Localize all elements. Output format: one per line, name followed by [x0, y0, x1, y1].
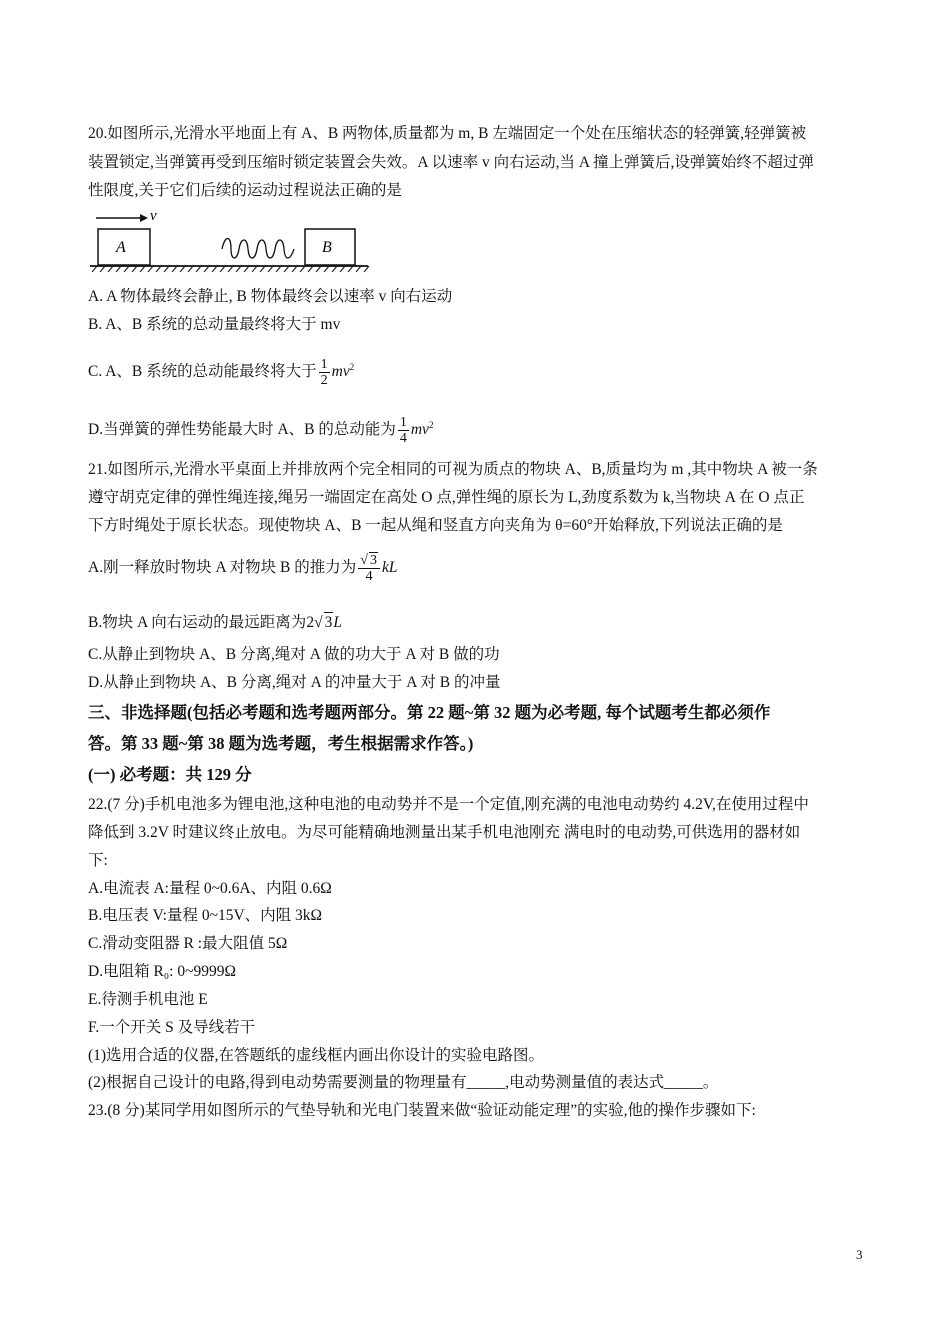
q20-stem-line1: 20.如图所示,光滑水平地面上有 A、B 两物体,质量都为 m, B 左端固定一个处在压缩状态的轻弹簧,轻弹簧被	[88, 125, 807, 142]
q20-option-d	[88, 408, 868, 447]
q22-subquestion-2: (2)根据自己设计的电路,得到电动势需要测量的物理量有_____,电动势测量值的表达式_____。	[88, 1074, 719, 1091]
page-number: 3	[856, 1247, 863, 1262]
q21-stem-line2: 遵守胡克定律的弹性绳连接,绳另一端固定在高处 O 点,弹性绳的原长为 L,劲度系数为 k,当物块 A 在 O 点正	[88, 489, 805, 506]
q22-item-a: A.电流表 A:量程 0~0.6A、内阻 0.6Ω	[88, 880, 332, 897]
q21-option-c: C.从静止到物块 A、B 分离,绳对 A 做的功大于 A 对 B 做的功	[88, 646, 500, 663]
q21-option-a: A.刚一释放时物块 A 对物块 B 的推力为 $\frac{√ 3}{4}$ kL	[88, 553, 398, 585]
q22-item-e: E.待测手机电池 E	[88, 991, 208, 1008]
q20-option-c-text: C. A、B 系统的总动能最终将大于	[88, 363, 317, 381]
section3-required-heading: (一) 必考题：共 129 分	[88, 765, 252, 784]
fig-label-b: B	[322, 239, 332, 256]
q20-option-c	[88, 350, 868, 389]
q20-option-b: B. A、B 系统的总动量最终将大于 mv	[88, 316, 341, 333]
section3-title-line1: 三、非选择题(包括必考题和选考题两部分。第 22 题~第 32 题为必考题, 每个试题考生都必须作	[88, 703, 771, 722]
fig-label-v: v	[150, 208, 157, 224]
q22-stem-line2: 降低到 3.2V 时建议终止放电。为尽可能精确地测量出某手机电池刚充 满电时的电动势,可供选用的器材如	[88, 824, 801, 841]
exponent: 2	[428, 420, 434, 430]
q22-item-c: C.滑动变阻器 R :最大阻值 5Ω	[88, 935, 288, 952]
q21-stem-line3: 下方时绳处于原长状态。现使物块 A、B 一起从绳和竖直方向夹角为 θ=60°开始释放,下列说法正确的是	[88, 517, 783, 534]
q22-subquestion-1: (1)选用合适的仪器,在答题纸的虚线框内画出你设计的实验电路图。	[88, 1047, 544, 1064]
q22-item-d: D.电阻箱 R₀: 0~9999Ω	[88, 963, 237, 980]
fraction-quarter: $\frac{1}{4}$	[399, 415, 407, 447]
q22-item-f: F.一个开关 S 及导线若干	[88, 1019, 256, 1036]
mv-squared: mv	[410, 421, 429, 439]
q20-stem-line3: 性限度,关于它们后续的运动过程说法正确的是	[88, 182, 402, 199]
q20-option-d-text: D.当弹簧的弹性势能最大时 A、B 的总动能为	[88, 421, 396, 439]
spring	[222, 239, 294, 259]
exponent: 2	[349, 362, 355, 372]
q22-item-b: B.电压表 V:量程 0~15V、内阻 3kΩ	[88, 907, 323, 924]
fig-label-a: A	[116, 239, 126, 256]
q20-stem-line2: 装置锁定,当弹簧再受到压缩时锁定装置会失效。A 以速率 v 向右运动,当 A 撞上弹簧后,设弹簧始终不超过弹	[88, 154, 814, 171]
q21-option-b-text: B.物块 A 向右运动的最远距离为	[88, 614, 307, 631]
fraction-half: $\frac{1}{2}$	[320, 357, 328, 389]
q21-option-a-text: A.刚一释放时物块 A 对物块 B 的推力为	[88, 559, 357, 576]
q23-stem-line1: 23.(8 分)某同学用如图所示的气垫导轨和光电门装置来做“验证动能定理”的实验,他的操作步骤如下:	[88, 1102, 756, 1119]
q22-stem-line3: 下:	[88, 852, 108, 869]
q20-option-a: A. A 物体最终会静止, B 物体最终会以速率 v 向右运动	[88, 288, 453, 305]
q20-figure	[88, 204, 373, 274]
q21-option-b: B.物块 A 向右运动的最远距离为2√ 3L	[88, 614, 342, 631]
q21-stem-line1: 21.如图所示,光滑水平桌面上并排放两个完全相同的可视为质点的物块 A、B,质量均为 m ,其中物块 A 被一条	[88, 461, 818, 478]
fraction-sqrt3-over-4: $\frac{√ 3}{4}$	[358, 552, 380, 584]
mv-squared: mv	[331, 363, 350, 381]
q21-option-d: D.从静止到物块 A、B 分离,绳对 A 的冲量大于 A 对 B 的冲量	[88, 674, 501, 691]
q22-stem-line1: 22.(7 分)手机电池多为锂电池,这种电池的电动势并不是一个定值,刚充满的电池电动势约 4.2V,在使用过程中	[88, 796, 809, 813]
section3-title-line2: 答。第 33 题~第 38 题为选考题，考生根据需求作答。)	[88, 734, 474, 753]
